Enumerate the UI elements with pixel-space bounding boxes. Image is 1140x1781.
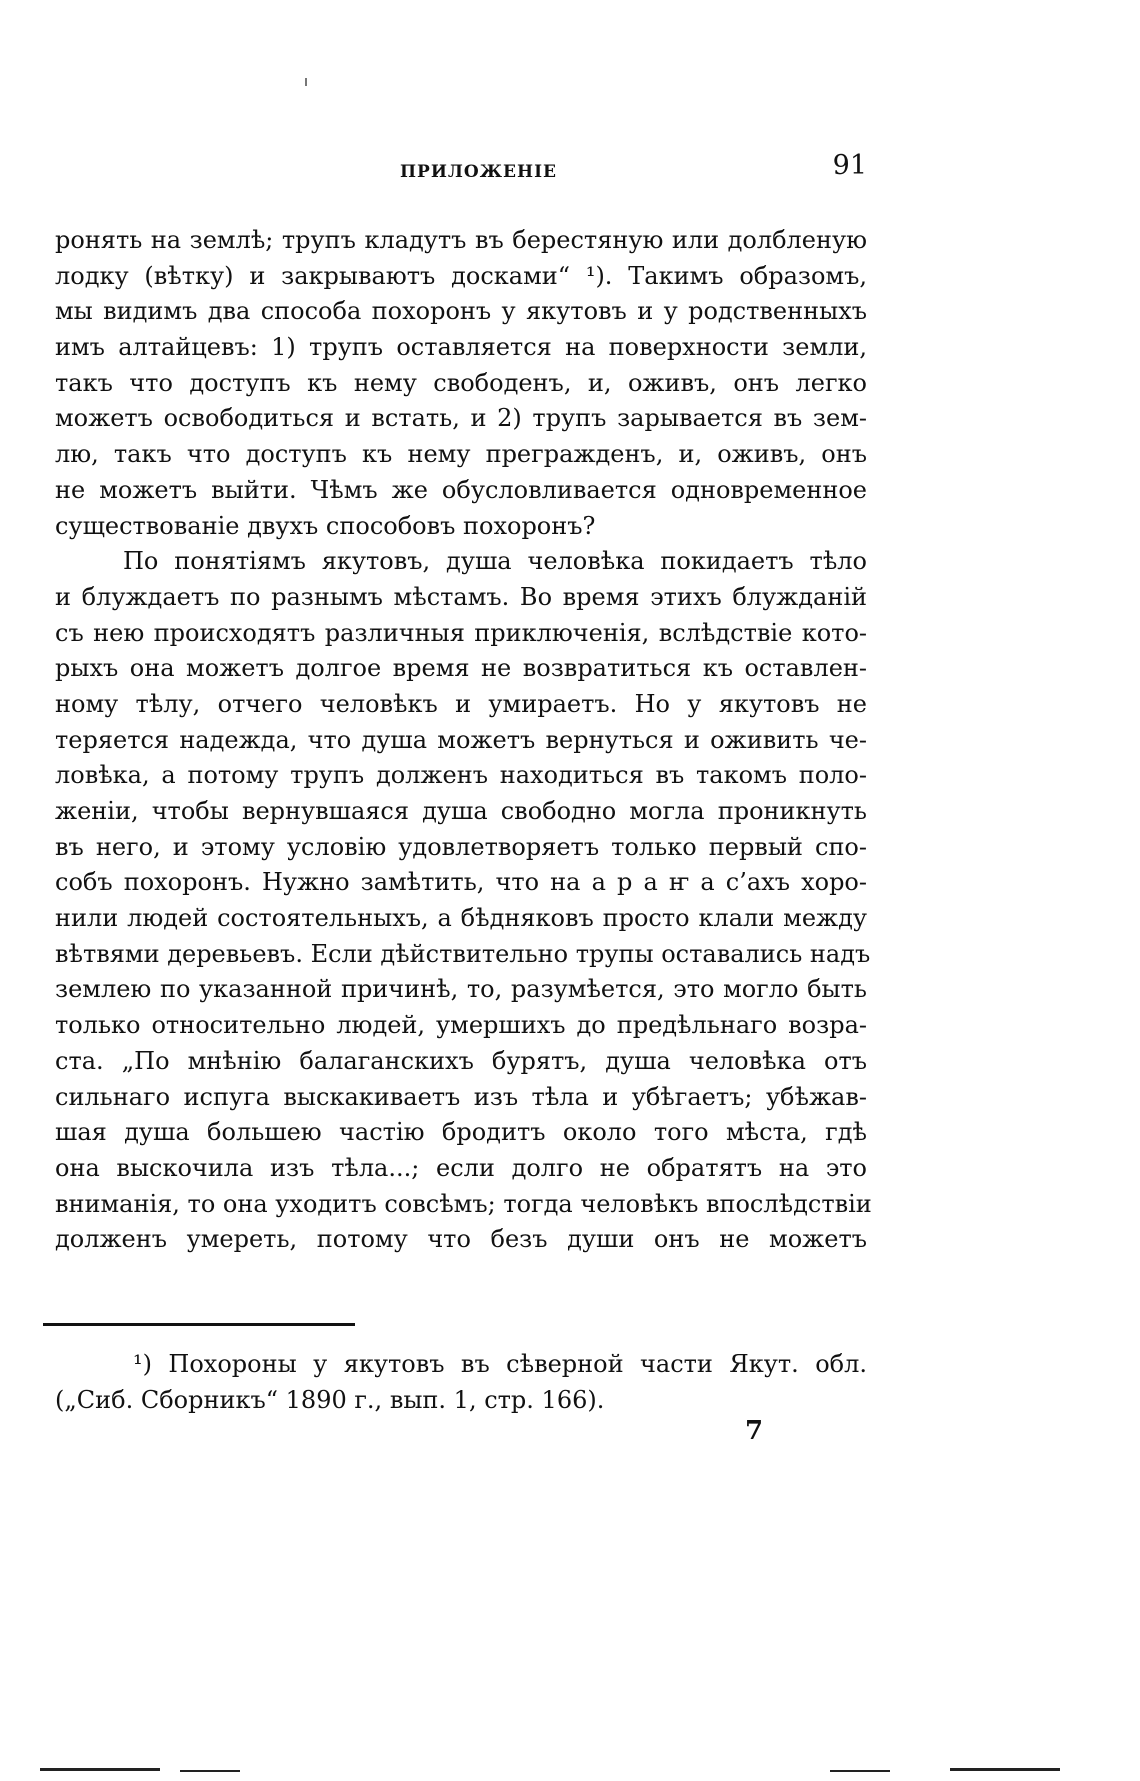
text-line: лодку (вѣтку) и закрываютъ досками“ ¹). Такимъ образомъ, (55, 261, 867, 290)
body-text (55, 223, 872, 1258)
scan-edge-mark (40, 1768, 160, 1771)
text-line: ста. „По мнѣнiю балаганскихъ бурятъ, душа человѣка отъ (55, 1046, 867, 1075)
text-line: ловѣка, а потому трупъ долженъ находиться въ такомъ поло- (55, 761, 867, 790)
text-line: она выскочила изъ тѣла...; если долго не обратятъ на это (55, 1153, 867, 1182)
scan-edge-mark (830, 1770, 890, 1772)
text-line: мы видимъ два способа похоронъ у якутовъ и у родственныхъ (55, 297, 867, 326)
text-line: въ него, и этому условiю удовлетворяетъ только первый спо- (55, 832, 867, 861)
text-line: можетъ освободиться и встать, и 2) трупъ зарывается въ зем- (55, 404, 867, 433)
text-line: женiи, чтобы вернувшаяся душа свободно могла проникнуть (55, 797, 867, 825)
footnote-line: ¹) Похороны у якутовъ въ сѣверной части Якут. обл. (133, 1350, 867, 1378)
text-line: долженъ умереть, потому что безъ души онъ не можетъ (55, 1225, 867, 1254)
text-line: теряется надежда, что душа можетъ вернуться и оживить че- (55, 725, 867, 754)
text-line: съ нею происходятъ различныя приключенiя, вслѣдствiе кото- (55, 618, 867, 647)
text-line: сильнаго испуга выскакиваетъ изъ тѣла и убѣгаетъ; убѣжав- (55, 1082, 867, 1111)
signature-mark: 7 (745, 1416, 764, 1446)
text-line: лю, такъ что доступъ къ нему прегражденъ, и, оживъ, онъ (55, 440, 867, 469)
page-header (55, 150, 867, 190)
text-line: нили людей состоятельныхъ, а бѣдняковъ просто клали между (55, 904, 867, 933)
text-line: землею по указанной причинѣ, то, разумѣется, это могло быть (55, 975, 867, 1004)
text-line: вѣтвями деревьевъ. Если дѣйствительно трупы оставались надъ (55, 939, 871, 968)
text-line: ронять на землѣ; трупъ кладутъ въ берестяную или долбленую (55, 226, 867, 254)
text-line: только относительно людей, умершихъ до предѣльнаго возра- (55, 1011, 867, 1040)
scan-speck (305, 78, 307, 86)
text-line: и блуждаетъ по разнымъ мѣстамъ. Во время этихъ блужданiй (55, 582, 867, 611)
footnotes (55, 1346, 867, 1418)
text-line: рыхъ она можетъ долгое время не возвратиться къ оставлен- (55, 654, 867, 683)
text-line: шая душа большею частiю бродитъ около того мѣста, гдѣ (55, 1118, 867, 1147)
page-number: 91 (832, 150, 867, 181)
text-line: имъ алтайцевъ: 1) трупъ оставляется на поверхности земли, (55, 333, 867, 362)
scan-edge-mark (950, 1768, 1060, 1771)
text-line: ному тѣлу, отчего человѣкъ и умираетъ. Но у якутовъ не (55, 689, 867, 718)
scan-edge-mark (180, 1770, 240, 1772)
footnote-line: („Сиб. Сборникъ“ 1890 г., вып. 1, стр. 166). (55, 1386, 605, 1414)
paragraph-start-line: По понятiямъ якутовъ, душа человѣка покидаетъ тѣло (123, 547, 867, 576)
text-line: существованiе двухъ способовъ похоронъ? (55, 511, 596, 540)
running-head: ПРИЛОЖЕНIЕ (400, 162, 557, 182)
footnote-rule (43, 1323, 355, 1326)
text-line: собъ похоронъ. Нужно замѣтить, что на а р а ҥ а с’ахъ хоро- (55, 868, 867, 897)
text-line: такъ что доступъ къ нему свободенъ, и, оживъ, онъ легко (55, 368, 867, 397)
text-line: вниманiя, то она уходитъ совсѣмъ; тогда человѣкъ впослѣдствiи (55, 1189, 872, 1218)
text-line: не можетъ выйти. Чѣмъ же обусловливается одновременное (55, 475, 867, 504)
